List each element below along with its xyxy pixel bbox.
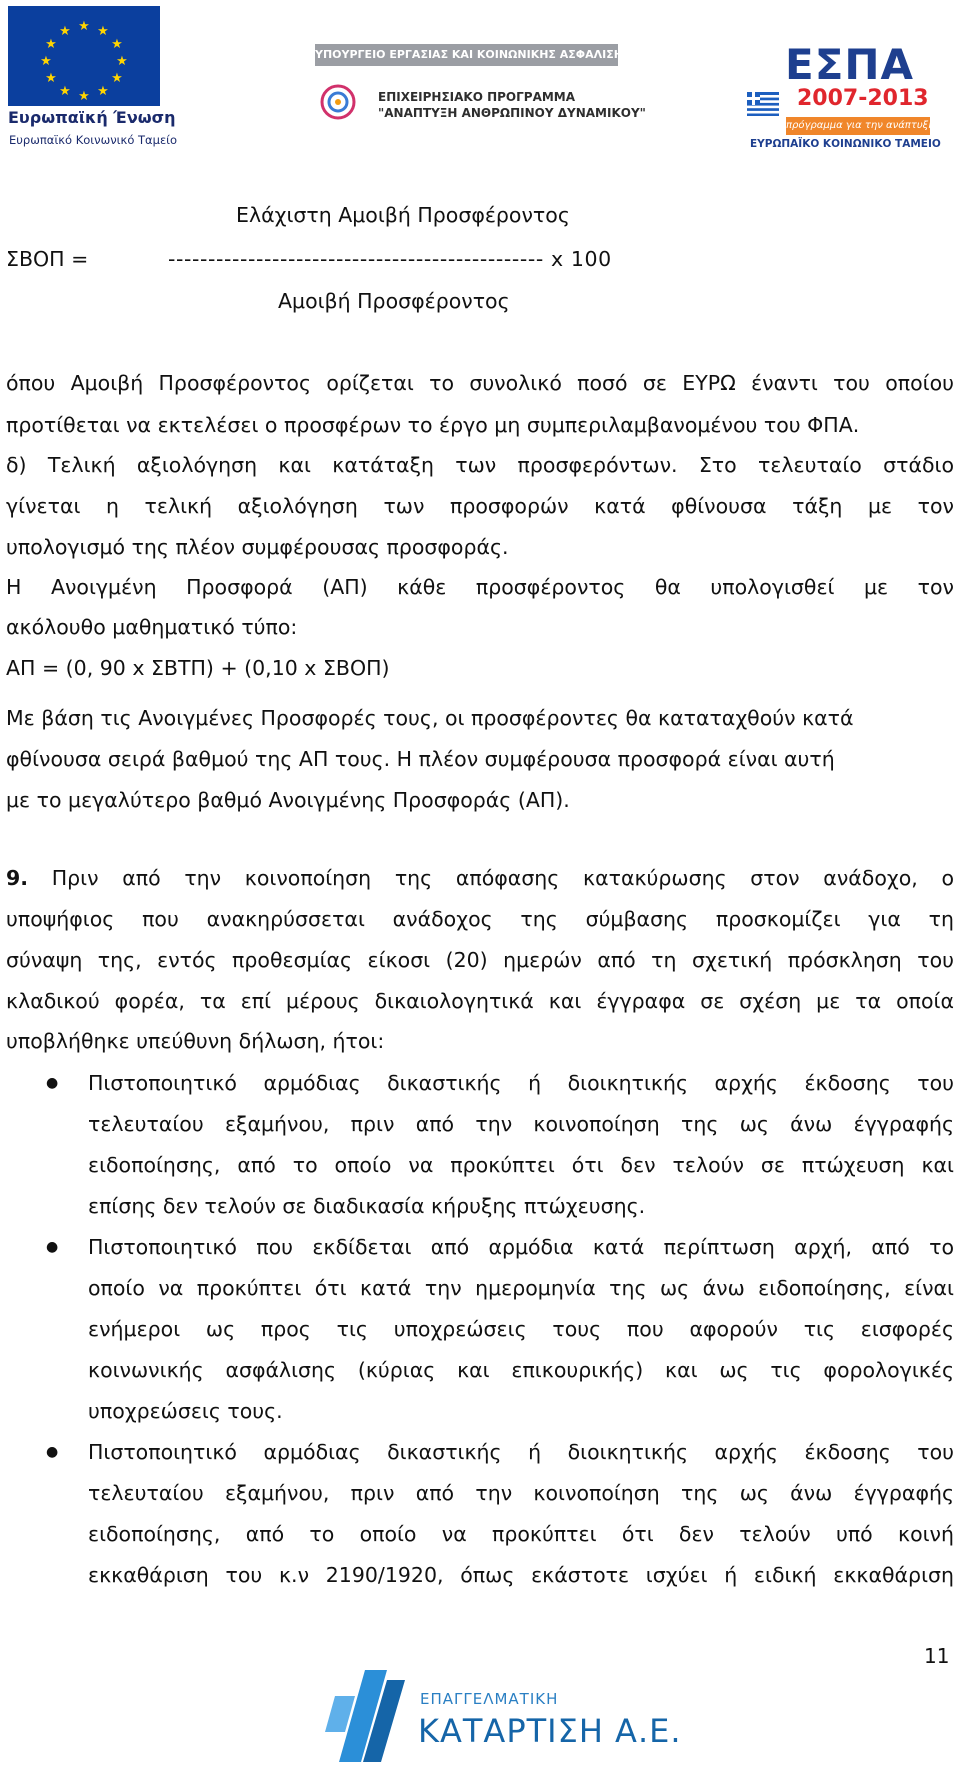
paragraph-line: προτίθεται να εκτελέσει ο προσφέρων το έργο μη συμπεριλαμβανομένου του ΦΠΑ. — [6, 413, 860, 437]
espa-tagline: πρόγραμμα για την ανάπτυξη — [786, 117, 930, 135]
espa-years: 2007-2013 — [797, 86, 929, 111]
bullet-icon: ● — [46, 1444, 59, 1460]
svg-text:★: ★ — [111, 37, 123, 52]
svg-text:★: ★ — [40, 54, 52, 69]
svg-text:★: ★ — [111, 71, 123, 86]
bullet-icon: ● — [46, 1239, 59, 1255]
vocational-training-logo-icon — [325, 1666, 415, 1766]
svg-text:★: ★ — [78, 19, 90, 34]
eu-fund-caption: Ευρωπαϊκό Κοινωνικό Ταμείο — [9, 133, 178, 147]
paragraph-line: ακόλουθο μαθηματικό τύπο: — [6, 615, 298, 639]
list-item-line: Πιστοποιητικό που εκδίδεται από αρμόδια κατά περίπτωση αρχή, από το — [88, 1235, 954, 1259]
svg-text:★: ★ — [45, 37, 57, 52]
greek-flag-icon — [747, 92, 779, 116]
list-item-line: επίσης δεν τελούν σε διαδικασία κήρυξης πτώχευσης. — [88, 1194, 646, 1218]
footer-logo-line-1: ΕΠΑΓΓΕΛΜΑΤΙΚΗ — [420, 1690, 559, 1708]
footer-logo-line-2: ΚΑΤΑΡΤΙΣΗ Α.Ε. — [418, 1712, 682, 1750]
page-number: 11 — [924, 1644, 950, 1668]
paragraph-line: σύναψη της, εντός προθεσμίας είκοσι (20) ημερών από τη σχετική πρόσκληση του — [6, 948, 954, 972]
paragraph-line — [6, 864, 954, 892]
paragraph-text: Πριν από την κοινοποίηση της απόφασης κατακύρωσης στον ανάδοχο, ο — [28, 866, 954, 890]
paragraph-line: γίνεται η τελική αξιολόγηση των προσφορών κατά φθίνουσα τάξη με τον — [6, 494, 954, 518]
svg-text:★: ★ — [45, 71, 57, 86]
formula-ap: ΑΠ = (0, 90 x ΣΒΤΠ) + (0,10 x ΣΒΟΠ) — [6, 656, 390, 680]
paragraph-line: υποψήφιος που ανακηρύσσεται ανάδοχος της σύμβασης προσκομίζει για τη — [6, 907, 954, 931]
paragraph-line: Η Ανοιγμένη Προσφορά (ΑΠ) κάθε προσφέροντος θα υπολογισθεί με τον — [6, 575, 954, 599]
eu-caption: Ευρωπαϊκή Ένωση — [8, 108, 176, 127]
programme-emblem-icon — [318, 82, 358, 122]
formula-lhs: ΣΒΟΠ = — [6, 247, 89, 271]
eu-flag-logo — [8, 6, 160, 106]
bullet-icon: ● — [46, 1075, 59, 1091]
list-item-line: ειδοποίησης, από το οποίο να προκύπτει ότι δεν τελούν σε πτώχευση και — [88, 1153, 954, 1177]
svg-text:★: ★ — [59, 84, 71, 99]
list-item-line: Πιστοποιητικό αρμόδιας δικαστικής ή διοικητικής αρχής έκδοσης του — [88, 1440, 954, 1464]
paragraph-line: με το μεγαλύτερο βαθμό Ανοιγμένης Προσφοράς (ΑΠ). — [6, 788, 570, 812]
formula-numerator: Ελάχιστη Αμοιβή Προσφέροντος — [236, 203, 570, 227]
espa-logo-title: ΕΣΠΑ — [785, 40, 915, 89]
programme-subtitle: "ΑΝΑΠΤΥΞΗ ΑΝΘΡΩΠΙΝΟΥ ΔΥΝΑΜΙΚΟΥ" — [378, 106, 646, 120]
paragraph-line: Με βάση τις Ανοιγμένες Προσφορές τους, οι προσφέροντες θα καταταχθούν κατά — [6, 706, 854, 730]
list-item-line: τελευταίου εξαμήνου, πριν από την κοινοποίηση της ως άνω έγγραφής — [88, 1112, 954, 1136]
list-item-line: Πιστοποιητικό αρμόδιας δικαστικής ή διοικητικής αρχής έκδοσης του — [88, 1071, 954, 1095]
list-item-line: ενήμεροι ως προς τις υποχρεώσεις τους που αφορούν τις εισφορές — [88, 1317, 954, 1341]
list-item-line: κοινωνικής ασφάλισης (κύριας και επικουρικής) και ως τις φορολογικές — [88, 1358, 954, 1382]
paragraph-line: υποβλήθηκε υπεύθυνη δήλωση, ήτοι: — [6, 1029, 385, 1053]
paragraph-line: όπου Αμοιβή Προσφέροντος ορίζεται το συνολικό ποσό σε ΕΥΡΩ έναντι του οποίου — [6, 371, 954, 395]
svg-text:★: ★ — [78, 89, 90, 104]
formula-fraction-line: ----------------------------------------------- x 100 — [168, 247, 612, 271]
svg-text:★: ★ — [59, 24, 71, 39]
ministry-banner: ΥΠΟΥΡΓΕΙΟ ΕΡΓΑΣΙΑΣ ΚΑΙ ΚΟΙΝΩΝΙΚΗΣ ΑΣΦΑΛΙΣΗΣ — [315, 44, 618, 66]
list-item-line: υποχρεώσεις τους. — [88, 1399, 283, 1423]
formula-denominator: Αμοιβή Προσφέροντος — [278, 289, 510, 313]
paragraph-line: φθίνουσα σειρά βαθμού της ΑΠ τους. Η πλέον συμφέρουσα προσφορά είναι αυτή — [6, 747, 835, 771]
list-item-line: οποίο να προκύπτει ότι κατά την ημερομηνία της ως άνω ειδοποίησης, είναι — [88, 1276, 954, 1300]
svg-text:★: ★ — [97, 24, 109, 39]
paragraph-line: κλαδικού φορέα, τα επί μέρους δικαιολογητικά και έγγραφα σε σχέση με τα οποία — [6, 989, 954, 1013]
svg-text:★: ★ — [97, 84, 109, 99]
list-item-line: ειδοποίησης, από το οποίο να προκύπτει ότι δεν τελούν υπό κοινή — [88, 1522, 954, 1546]
espa-fund-caption: ΕΥΡΩΠΑΪΚΟ ΚΟΙΝΩΝΙΚΟ ΤΑΜΕΙΟ — [750, 138, 941, 150]
paragraph-line: υπολογισμό της πλέον συμφέρουσας προσφοράς. — [6, 535, 509, 559]
section-number: 9. — [6, 866, 29, 890]
svg-text:★: ★ — [116, 54, 128, 69]
list-item-line: τελευταίου εξαμήνου, πριν από την κοινοποίηση της ως άνω έγγραφής — [88, 1481, 954, 1505]
programme-title: ΕΠΙΧΕΙΡΗΣΙΑΚΟ ΠΡΟΓΡΑΜΜΑ — [378, 90, 576, 104]
list-item-line: εκκαθάριση του κ.ν 2190/1920, όπως εκάστοτε ισχύει ή ειδική εκκαθάριση — [88, 1563, 954, 1587]
paragraph-line: δ) Τελική αξιολόγηση και κατάταξη των προσφερόντων. Στο τελευταίο στάδιο — [6, 453, 954, 477]
